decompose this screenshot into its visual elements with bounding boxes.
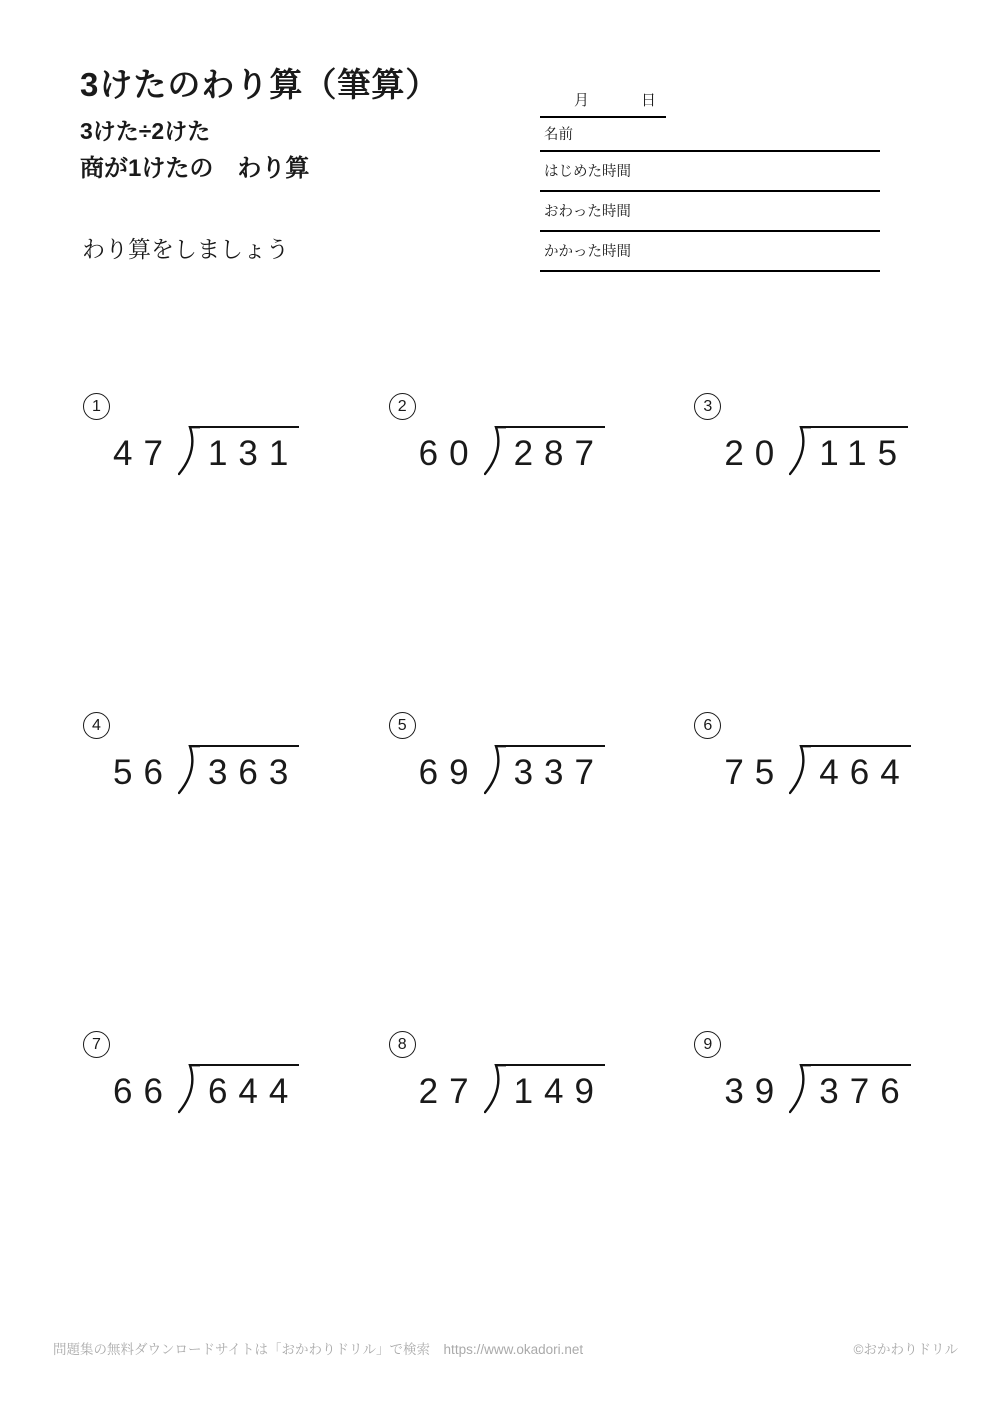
footer-copyright: ©おかわりドリル — [853, 1342, 958, 1357]
title-block — [80, 68, 439, 181]
problem-4 — [83, 712, 389, 1031]
page-footer — [53, 1338, 958, 1358]
divisor: 56 — [113, 753, 174, 792]
division-bracket-icon — [484, 745, 506, 795]
dividend: 644 — [199, 1064, 299, 1109]
dividend: 464 — [810, 745, 910, 790]
problem-1 — [83, 393, 389, 712]
problem-8 — [389, 1031, 695, 1350]
month-label: 月 — [574, 92, 590, 109]
division-bracket-icon — [789, 1064, 811, 1114]
footer-site-info: 問題集の無料ダウンロードサイトは「おかわりドリル」で検索 https://www.okadori.net — [53, 1342, 584, 1357]
problem-9 — [694, 1031, 1000, 1350]
page-title: 3けたのわり算（筆算） — [80, 66, 440, 103]
divisor: 60 — [418, 434, 480, 473]
long-division-expression — [419, 1064, 695, 1114]
divisor: 20 — [724, 434, 786, 473]
dividend: 287 — [505, 426, 605, 471]
start-time-label: はじめた時間 — [544, 164, 631, 180]
problem-number-badge: 6 — [694, 712, 721, 739]
division-bracket-icon — [178, 745, 200, 795]
dividend: 115 — [810, 426, 908, 471]
name-field — [540, 118, 880, 152]
divisor: 69 — [418, 753, 480, 792]
problem-number-badge: 1 — [83, 393, 110, 420]
division-bracket-icon — [484, 426, 506, 476]
problem-number-badge: 7 — [83, 1031, 110, 1058]
instruction-text: わり算をしましょう — [82, 236, 289, 262]
division-bracket-icon — [178, 1064, 200, 1114]
page-subtitle-digits: 3けた÷2けた — [80, 118, 211, 144]
dividend: 376 — [810, 1064, 910, 1109]
elapsed-time-field — [540, 232, 880, 272]
problem-5 — [389, 712, 695, 1031]
long-division-expression — [724, 745, 1000, 795]
problem-number-badge: 9 — [694, 1031, 721, 1058]
problem-6 — [694, 712, 1000, 1031]
problem-number-badge: 4 — [83, 712, 110, 739]
day-label: 日 — [640, 92, 656, 109]
dividend: 363 — [199, 745, 299, 790]
date-field — [540, 84, 666, 118]
division-bracket-icon — [484, 1064, 506, 1114]
problems-grid — [83, 393, 1000, 1350]
problem-number-badge: 8 — [389, 1031, 416, 1058]
dividend: 131 — [199, 426, 299, 471]
long-division-expression — [419, 745, 695, 795]
end-time-field — [540, 192, 880, 232]
start-time-field — [540, 152, 880, 192]
divisor: 27 — [418, 1072, 480, 1111]
dividend: 149 — [505, 1064, 605, 1109]
problem-number-badge: 2 — [389, 393, 416, 420]
header-form — [540, 84, 880, 272]
division-bracket-icon — [789, 745, 811, 795]
problem-number-badge: 5 — [389, 712, 416, 739]
end-time-label: おわった時間 — [544, 204, 631, 220]
division-bracket-icon — [178, 426, 200, 476]
long-division-expression — [724, 1064, 1000, 1114]
division-bracket-icon — [789, 426, 811, 476]
problem-3 — [694, 393, 1000, 712]
divisor: 39 — [724, 1072, 786, 1111]
long-division-expression — [724, 426, 1000, 476]
problem-7 — [83, 1031, 389, 1350]
long-division-expression — [419, 426, 695, 476]
page-subtitle-quotient: 商が1けたの わり算 — [80, 155, 310, 182]
problem-2 — [389, 393, 695, 712]
elapsed-time-label: かかった時間 — [544, 244, 631, 260]
divisor: 66 — [113, 1072, 174, 1111]
long-division-expression — [113, 426, 389, 476]
long-division-expression — [113, 745, 389, 795]
divisor: 47 — [113, 434, 174, 473]
divisor: 75 — [724, 753, 786, 792]
name-label: 名前 — [544, 127, 573, 143]
long-division-expression — [113, 1064, 389, 1114]
dividend: 337 — [505, 745, 605, 790]
problem-number-badge: 3 — [694, 393, 721, 420]
